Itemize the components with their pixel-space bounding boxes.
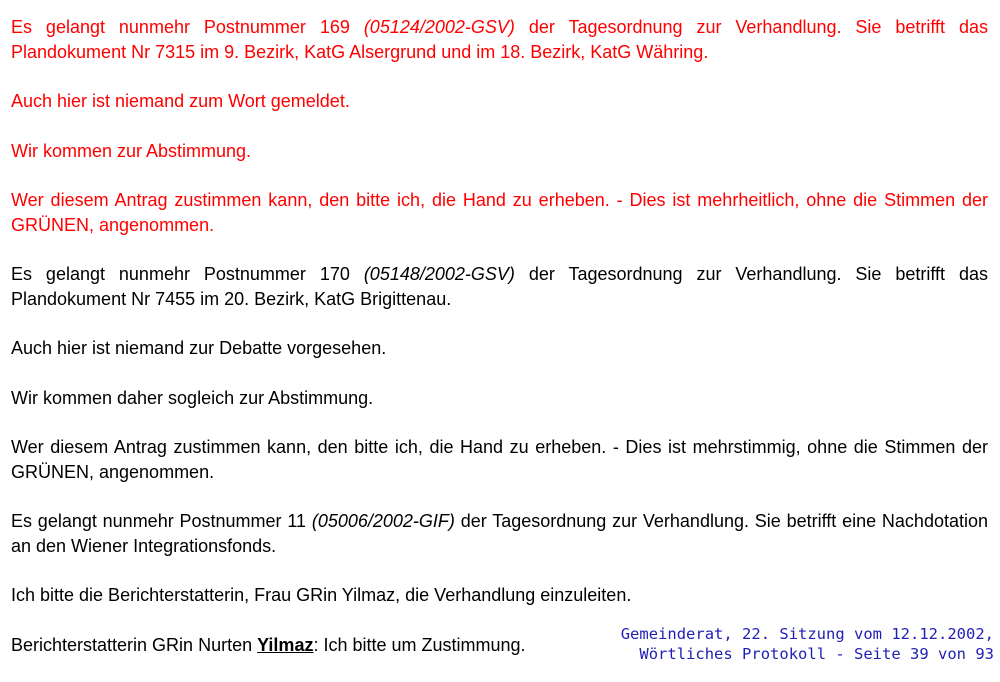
paragraph-vote-announcement: Wir kommen daher sogleich zur Abstimmung. bbox=[11, 387, 374, 408]
paragraph-text: Es gelangt nunmehr Postnummer 170 bbox=[11, 264, 364, 284]
paragraph-vote-result: Wer diesem Antrag zustimmen kann, den bitte ich, die Hand zu erheben. - Dies ist mehrstimmig, ohne die Stimmen der GRÜNEN, angenommen. bbox=[11, 437, 988, 482]
document-reference: (05124/2002-GSV) bbox=[363, 17, 515, 37]
speaker-name: Yilmaz bbox=[257, 634, 314, 655]
paragraph-request-rapporteur: Ich bitte die Berichterstatterin, Frau GRin Yilmaz, die Verhandlung einzuleiten. bbox=[11, 585, 632, 605]
paragraph-no-debate: Auch hier ist niemand zur Debatte vorgesehen. bbox=[11, 338, 387, 358]
paragraph-postnummer-11 bbox=[11, 509, 988, 558]
paragraph-text: Es gelangt nunmehr Postnummer 11 bbox=[11, 511, 312, 531]
paragraph-text: der Tagesordnung zur Verhandlung. Sie betrifft das Plandokument Nr 7315 im 9. Bezirk, KatG Alsergrund und im 18. Bezirk, KatG Währing. bbox=[11, 17, 989, 62]
protocol-page bbox=[11, 15, 988, 682]
paragraph-text: der Tagesordnung zur Verhandlung. Sie betrifft das Plandokument Nr 7455 im 20. Bezirk, KatG Brigittenau. bbox=[11, 264, 989, 309]
speaker-text: : Ich bitte um Zustimmung. bbox=[313, 634, 526, 655]
document-reference: (05006/2002-GIF) bbox=[311, 511, 455, 531]
paragraph-postnummer-169 bbox=[11, 15, 988, 64]
page-footer bbox=[621, 624, 994, 664]
footer-page-info: Wörtliches Protokoll - Seite 39 von 93 bbox=[639, 645, 994, 663]
paragraph-vote-announcement: Wir kommen zur Abstimmung. bbox=[11, 140, 252, 161]
paragraph-postnummer-170 bbox=[11, 262, 988, 311]
paragraph-text: Es gelangt nunmehr Postnummer 169 bbox=[11, 17, 364, 37]
speaker-role: Berichterstatterin GRin Nurten bbox=[11, 634, 258, 655]
footer-session-info: Gemeinderat, 22. Sitzung vom 12.12.2002, bbox=[620, 625, 994, 643]
paragraph-vote-result: Wer diesem Antrag zustimmen kann, den bitte ich, die Hand zu erheben. - Dies ist mehrheitlich, ohne die Stimmen der GRÜNEN, angenommen. bbox=[11, 190, 988, 235]
document-reference: (05148/2002-GSV) bbox=[363, 264, 515, 284]
paragraph-no-speakers: Auch hier ist niemand zum Wort gemeldet. bbox=[11, 91, 350, 111]
paragraph-text: der Tagesordnung zur Verhandlung. Sie betrifft eine Nachdotation an den Wiener Integrationsfonds. bbox=[11, 511, 989, 556]
